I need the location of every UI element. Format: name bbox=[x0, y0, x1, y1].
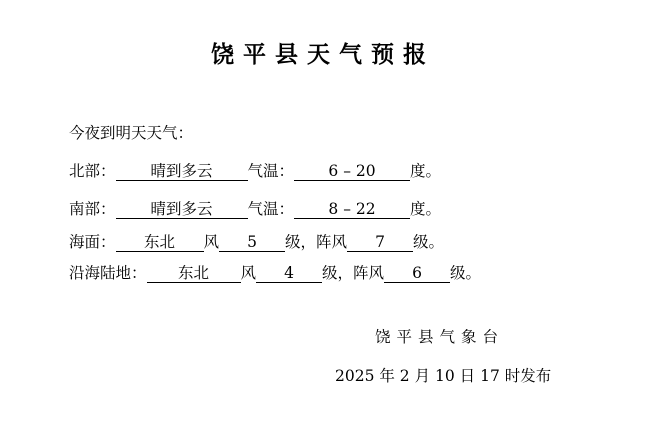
south-label: 南部： bbox=[69, 200, 116, 218]
north-weather: 晴到多云 bbox=[116, 162, 248, 181]
sea-wind-level: 5 bbox=[219, 233, 285, 252]
coastal-label: 沿海陆地： bbox=[69, 264, 147, 282]
coastal-wind-level: 4 bbox=[256, 264, 322, 283]
intro-line: 今夜到明天天气： bbox=[69, 124, 194, 142]
coastal-forecast-row bbox=[69, 263, 481, 283]
south-temp: 8 – 22 bbox=[294, 200, 410, 219]
coastal-wind-label: 风 bbox=[240, 264, 257, 282]
south-weather: 晴到多云 bbox=[116, 200, 248, 219]
coastal-gust-unit: 级。 bbox=[450, 264, 482, 282]
coastal-gust-level: 6 bbox=[384, 264, 450, 283]
sea-level-unit: 级，阵风 bbox=[285, 233, 348, 251]
issue-time: 2025 年 2 月 10 日 17 时发布 bbox=[335, 367, 552, 385]
issuer-name: 饶平县气象台 bbox=[375, 328, 505, 346]
north-temp: 6 – 20 bbox=[294, 162, 410, 181]
north-temp-label: 气温： bbox=[247, 162, 295, 180]
sea-forecast-row bbox=[69, 232, 444, 252]
coastal-wind-direction: 东北 bbox=[147, 264, 241, 283]
sea-wind-label: 风 bbox=[203, 233, 220, 251]
south-temp-label: 气温： bbox=[247, 200, 295, 218]
north-label: 北部： bbox=[69, 162, 116, 180]
south-forecast-row bbox=[69, 199, 441, 219]
north-temp-unit: 度。 bbox=[410, 162, 442, 180]
coastal-level-unit: 级，阵风 bbox=[322, 264, 385, 282]
south-temp-unit: 度。 bbox=[410, 200, 442, 218]
north-forecast-row bbox=[69, 161, 441, 181]
page-title: 饶平县天气预报 bbox=[211, 42, 435, 68]
sea-gust-unit: 级。 bbox=[413, 233, 445, 251]
sea-wind-direction: 东北 bbox=[116, 233, 204, 252]
sea-label: 海面： bbox=[69, 233, 116, 251]
sea-gust-level: 7 bbox=[347, 233, 413, 252]
